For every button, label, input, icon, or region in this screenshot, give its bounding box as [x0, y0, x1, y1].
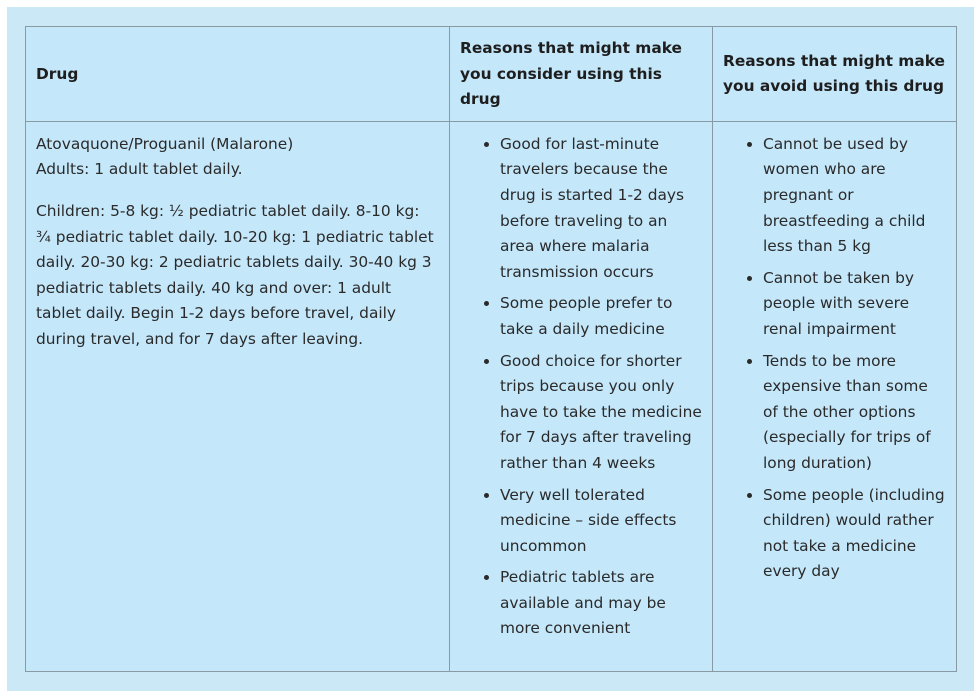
list-item: • Some people prefer to take a daily medicine [500, 291, 702, 342]
consider-cell [450, 121, 713, 671]
drug-comparison-table [25, 26, 957, 672]
list-item: • Pediatric tablets are available and may be more convenient [500, 565, 702, 642]
drug-name: Atovaquone/Proguanil (Malarone) [36, 134, 294, 153]
header-drug: Drug [26, 27, 450, 122]
header-avoid: Reasons that might make you avoid using this drug [713, 27, 957, 122]
table-header-row [26, 27, 957, 122]
list-item: • Cannot be used by women who are pregnant or breastfeeding a child less than 5 kg [763, 132, 946, 260]
adult-dosage: Adults: 1 adult tablet daily. [36, 160, 243, 179]
drug-cell [26, 121, 450, 671]
children-dosage: Children: 5-8 kg: ½ pediatric tablet daily. 8-10 kg: ¾ pediatric tablet daily. 10-20 kg: 1 pediatric tablet daily. 20-30 kg: 2 pediatric tablets daily. 30-40 kg 3 pediatric tablets daily. 40 kg and over: 1 adult tablet daily. Begin 1-2 days before travel, daily during travel, and for 7 days after leaving. [36, 201, 434, 348]
avoid-list [723, 132, 946, 585]
list-item: • Cannot be taken by people with severe renal impairment [763, 266, 946, 343]
header-consider: Reasons that might make you consider using this drug [450, 27, 713, 122]
list-item: • Tends to be more expensive than some of the other options (especially for trips of long duration) [763, 349, 946, 477]
table-row [26, 121, 957, 671]
list-item: • Good for last-minute travelers because the drug is started 1-2 days before traveling to an area where malaria transmission occurs [500, 132, 702, 286]
list-item: • Good choice for shorter trips because you only have to take the medicine for 7 days after traveling rather than 4 weeks [500, 349, 702, 477]
list-item: • Some people (including children) would rather not take a medicine every day [763, 483, 946, 585]
content-panel [7, 7, 974, 691]
consider-list [460, 132, 702, 642]
avoid-cell [713, 121, 957, 671]
list-item: • Very well tolerated medicine – side effects uncommon [500, 483, 702, 560]
